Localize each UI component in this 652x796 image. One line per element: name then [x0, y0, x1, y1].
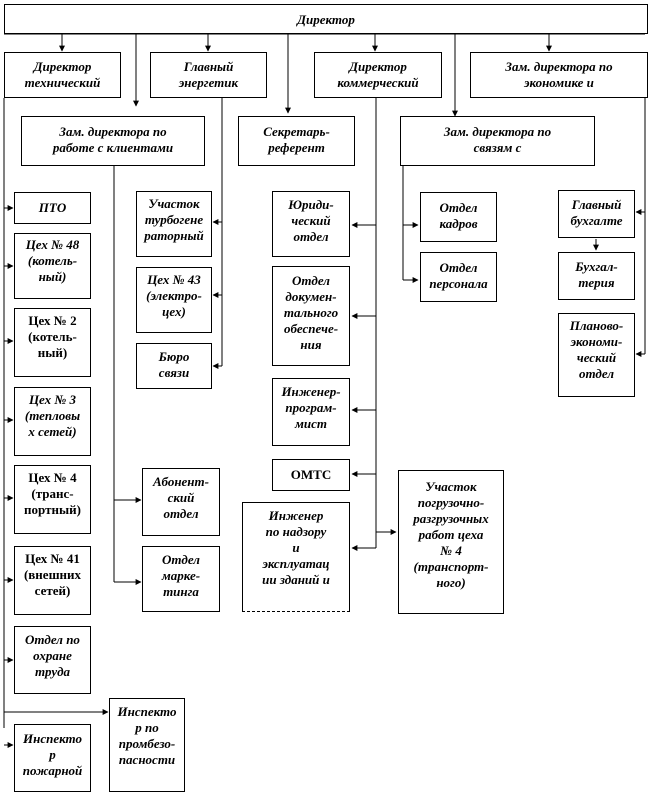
- shop-41-box: Цех № 41 (внешних сетей): [14, 546, 91, 615]
- industrial-inspector-box: Инспекто р по промбезо- пасности: [109, 698, 185, 792]
- building-engineer-box: Инженер по надзору и эксплуатац ии зданий и: [242, 502, 350, 612]
- marketing-dept-box: Отдел марке- тинга: [142, 546, 220, 612]
- chief-power-engineer-box: Главный энергетик: [150, 52, 267, 98]
- accounting-box: Бухгал- терия: [558, 252, 635, 300]
- fire-inspector-box: Инспекто р пожарной: [14, 724, 91, 792]
- turbogenerator-site-box: Участок турбогене раторный: [136, 191, 212, 257]
- planning-dept-box: Планово- экономи- ческий отдел: [558, 313, 635, 397]
- labor-safety-box: Отдел по охране труда: [14, 626, 91, 694]
- loading-site-box: Участок погрузочно- разгрузочных работ цеха № 4 (транспорт- ного): [398, 470, 504, 614]
- comms-bureau-box: Бюро связи: [136, 343, 212, 389]
- programmer-box: Инженер- програм- мист: [272, 378, 350, 446]
- deputy-relations-box: Зам. директора по связям с: [400, 116, 595, 166]
- personnel-dept-box: Отдел персонала: [420, 252, 497, 302]
- pto-box: ПТО: [14, 192, 91, 224]
- deputy-economics-box: Зам. директора по экономике и: [470, 52, 648, 98]
- omts-box: ОМТС: [272, 459, 350, 491]
- shop-43-box: Цех № 43 (электро- цех): [136, 267, 212, 333]
- shop-3-box: Цех № 3 (тепловы х сетей): [14, 387, 91, 456]
- shop-2-box: Цех № 2 (котель- ный): [14, 308, 91, 377]
- legal-dept-box: Юриди- ческий отдел: [272, 191, 350, 257]
- commercial-director-box: Директор коммерческий: [314, 52, 442, 98]
- hr-dept-box: Отдел кадров: [420, 192, 497, 242]
- deputy-clients-box: Зам. директора по работе с клиентами: [21, 116, 205, 166]
- tech-director-box: Директор технический: [4, 52, 121, 98]
- chief-accountant-box: Главный бухгалте: [558, 190, 635, 238]
- subscriber-dept-box: Абонент- ский отдел: [142, 468, 220, 536]
- shop-4-box: Цех № 4 (транс- портный): [14, 465, 91, 534]
- docs-dept-box: Отдел докумен- тального обеспече- ния: [272, 266, 350, 366]
- director-box: Директор: [4, 4, 648, 34]
- secretary-box: Секретарь- референт: [238, 116, 355, 166]
- shop-48-box: Цех № 48 (котель- ный): [14, 233, 91, 299]
